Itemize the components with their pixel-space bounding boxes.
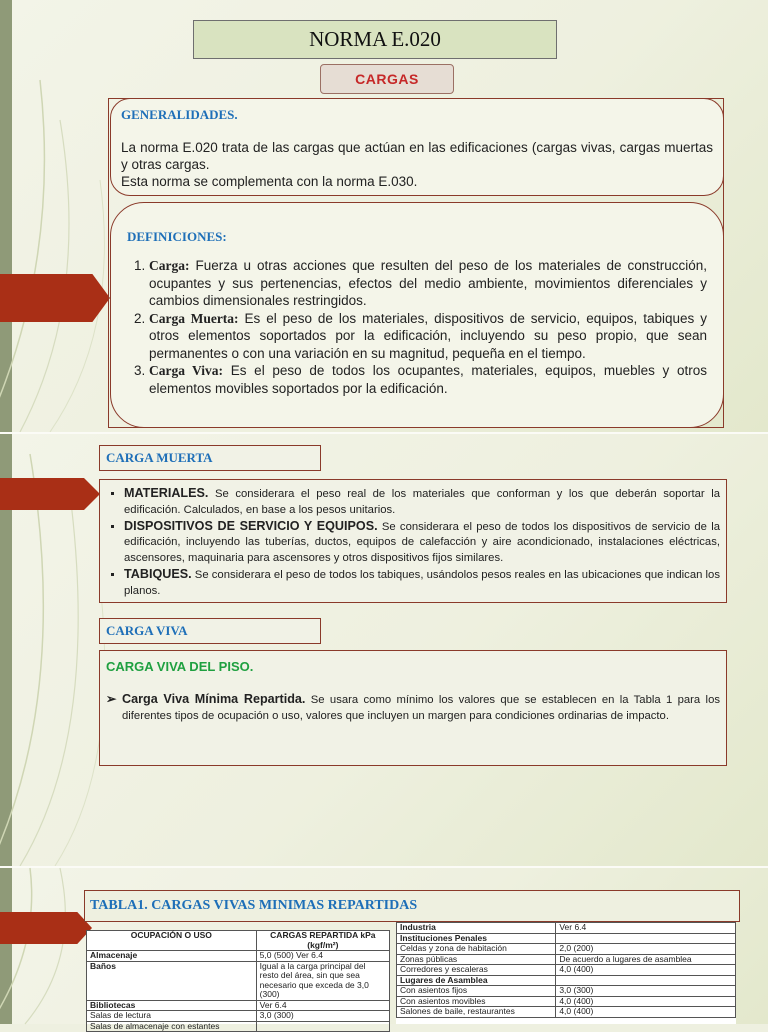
table-cell: Zonas públicas — [397, 954, 556, 965]
table-cell: Bibliotecas — [87, 1000, 257, 1011]
table-cell: 4,0 (400) — [556, 965, 736, 976]
generalidades-heading: GENERALIDADES. — [121, 107, 238, 122]
table-cell: Igual a la carga principal del resto del área, sin que sea necesario que exceda de 3,0 (300) — [256, 961, 389, 1000]
table-cell: Ver 6.4 — [256, 1000, 389, 1011]
generalidades-text-2: Esta norma se complementa con la norma E.030. — [121, 174, 418, 189]
table-cell: Con asientos movibles — [397, 996, 556, 1007]
definiciones-heading: DEFINICIONES: — [127, 229, 227, 244]
table-cell: Celdas y zona de habitación — [397, 944, 556, 955]
table-cell: Salas de lectura — [87, 1011, 257, 1022]
carga-viva-label: CARGA VIVA — [99, 618, 321, 644]
table-cell: Ver 6.4 — [556, 923, 736, 934]
table-row — [397, 986, 736, 997]
table-row — [87, 951, 390, 962]
table-cell: De acuerdo a lugares de asamblea — [556, 954, 736, 965]
table-cell — [556, 975, 736, 986]
table-cell: Salas de almacenaje con estantes — [87, 1021, 257, 1032]
chevron-bullet-icon: ➢ — [106, 692, 117, 706]
table-cell: 3,0 (300) — [556, 986, 736, 997]
red-arrow-marker — [0, 912, 92, 944]
table-row — [87, 961, 390, 1000]
table-cell: Almacenaje — [87, 951, 257, 962]
item-text: Se considerara el peso de todos los dispositivos de servicio de la edificación, incluyendo las tuberías, ductos, equipos de calefacción y aire acondicionado, instalaciones eléctricas, ascensores, maquinaria para ascensores y otros dispositivos fijos similares. — [124, 520, 720, 565]
definiciones-box — [110, 202, 724, 428]
left-load-table — [86, 930, 390, 1031]
table-row — [397, 954, 736, 965]
item-term: DISPOSITIVOS DE SERVICIO Y EQUIPOS. — [124, 518, 378, 533]
right-load-table — [396, 922, 736, 1024]
list-item — [124, 519, 720, 567]
table-cell: 5,0 (500) Ver 6.4 — [256, 951, 389, 962]
list-item — [124, 567, 720, 600]
definition-text: Es el peso de todos los ocupantes, materiales, equipos, muebles y otros elementos movibles soportados por la edificación. — [149, 363, 708, 396]
table-row — [397, 996, 736, 1007]
table-cell: Industria — [397, 923, 556, 934]
carga-viva-requirement — [106, 692, 720, 725]
generalidades-text-1: La norma E.020 trata de las cargas que actúan en las edificaciones (cargas vivas, cargas muertas y otras cargas. — [121, 140, 713, 172]
list-item — [124, 486, 720, 519]
item-text: Se considerara el peso de todos los tabiques, usándolos pesos reales en las ubicaciones que indican los planos. — [124, 568, 720, 597]
table-cell: 3,0 (300) — [256, 1011, 389, 1022]
definitions-list — [127, 257, 707, 397]
table-cell: 4,0 (400) — [556, 1007, 736, 1018]
table-cell: Salones de baile, restaurantes — [397, 1007, 556, 1018]
definition-text: Es el peso de los materiales, dispositivos de servicio, equipos, tabiques y otros elementos soportados por la edificación, incluyendo su peso propio, que sean permanentes o con una variación en su magnitud, pequeña en el tiempo. — [149, 310, 707, 361]
table-row — [397, 944, 736, 955]
definition-term: Carga Muerta: — [149, 310, 239, 326]
definition-term: Carga: — [149, 258, 190, 273]
carga-viva-box — [99, 650, 727, 766]
table-cell — [556, 933, 736, 944]
carga-muerta-box — [99, 479, 727, 603]
table-cell: Con asientos fijos — [397, 986, 556, 997]
slide-1 — [0, 0, 768, 432]
table-cell: Lugares de Asamblea — [397, 975, 556, 986]
carga-muerta-list — [100, 486, 720, 600]
cargas-subtitle: CARGAS — [320, 64, 454, 94]
table-row — [87, 1000, 390, 1011]
red-arrow-marker — [0, 274, 110, 322]
page-title: NORMA E.020 — [193, 20, 557, 59]
table-cell: 4,0 (400) — [556, 996, 736, 1007]
item-term: MATERIALES. — [124, 486, 209, 500]
table-row — [87, 1011, 390, 1022]
requirement-term: Carga Viva Mínima Repartida. — [122, 692, 306, 706]
table-row — [397, 923, 736, 934]
requirement-text: Se usara como mínimo los valores que se establecen en la Tabla 1 para los diferentes tipos de ocupación o uso, valores que incluyen un margen para condiciones ordinarias de impacto. — [122, 694, 720, 722]
table-row — [397, 965, 736, 976]
table-row — [397, 975, 736, 986]
slide-2 — [0, 434, 768, 866]
carga-viva-heading: CARGA VIVA DEL PISO. — [106, 659, 254, 674]
definition-item — [149, 362, 707, 397]
definition-item — [149, 310, 707, 363]
table-cell: Corredores y escaleras — [397, 965, 556, 976]
table-row — [87, 1021, 390, 1032]
carga-muerta-label: CARGA MUERTA — [99, 445, 321, 471]
tabla-title: TABLA1. CARGAS VIVAS MINIMAS REPARTIDAS — [84, 890, 740, 922]
generalidades-box — [110, 98, 724, 196]
red-arrow-marker — [0, 478, 100, 510]
table-cell — [256, 1021, 389, 1032]
table-row — [397, 1007, 736, 1018]
definition-term: Carga Viva: — [149, 363, 224, 378]
definition-text: Fuerza u otras acciones que resulten del peso de los materiales de construcción, ocupantes y sus pertenencias, efectos del medio ambiente, movimientos diferenciales y cambios dimensionales restringidos. — [149, 258, 707, 308]
table-cell: Baños — [87, 961, 257, 1000]
item-term: TABIQUES. — [124, 566, 192, 581]
table-cell: 2,0 (200) — [556, 944, 736, 955]
definition-item — [149, 257, 707, 310]
table-cell: Instituciones Penales — [397, 933, 556, 944]
item-text: Se considerara el peso real de los materiales que conforman y los que deberán soportar la edificación. Calculados, en base a los pesos unitarios. — [124, 488, 720, 516]
table-row — [397, 933, 736, 944]
table-header: CARGAS REPARTIDA kPa (kgf/m²) — [256, 931, 389, 951]
table-header: OCUPACIÓN O USO — [87, 931, 257, 951]
